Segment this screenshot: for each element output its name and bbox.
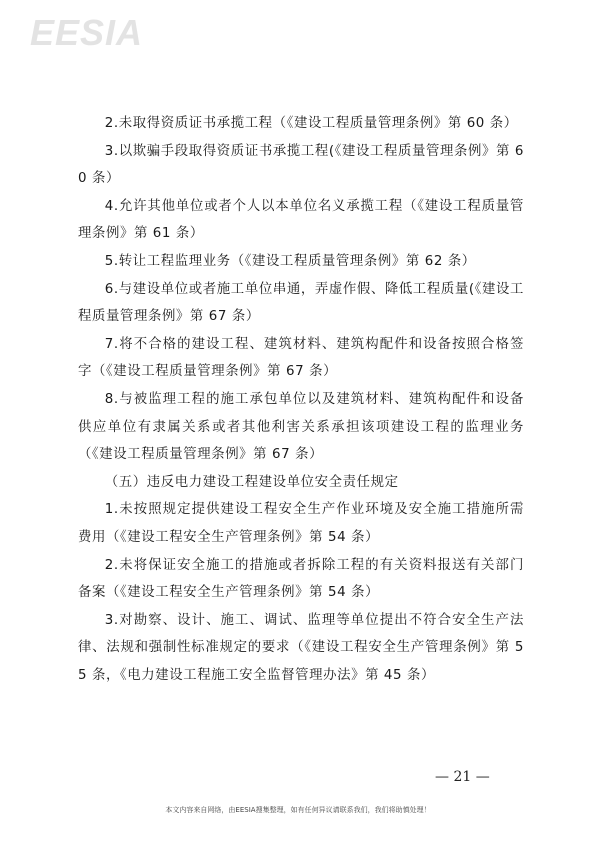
paragraph: 2.未取得资质证书承揽工程（《建设工程质量管理条例》第 60 条）: [104, 116, 518, 131]
paragraph: 8.与被监理工程的施工承包单位以及建筑材料、建筑构配件和设备供应单位有隶属关系或者其他利害关系承担该项建设工程的监理业务（《建设工程质量管理条例》第 67 条）: [78, 391, 524, 463]
page-number: — 21 —: [435, 769, 490, 785]
section-heading: （五）违反电力建设工程建设单位安全责任规定: [104, 474, 399, 490]
paragraph: 1.未按照规定提供建设工程安全生产作业环境及安全施工措施所需费用（《建设工程安全生产管理条例》第 54 条）: [78, 502, 524, 545]
footer-note: 本文内容来自网络，由EESIA搜集整理，如有任何异议请联系我们，我们将助慎处理！: [165, 806, 431, 814]
paragraph: 6.与建设单位或者施工单位串通，弄虚作假、降低工程质量(《建设工程质量管理条例》第 67 条）: [78, 281, 524, 325]
paragraph: 2.未将保证安全施工的措施或者拆除工程的有关资料报送有关部门备案（《建设工程安全生产管理条例》第 54 条）: [78, 557, 524, 601]
paragraph: 3.以欺骗手段取得资质证书承揽工程(《建设工程质量管理条例》第 60 条）: [78, 143, 524, 187]
eesia-logo: EESIA: [30, 12, 144, 53]
document-body: [78, 110, 524, 689]
paragraph: 3.对勘察、设计、施工、调试、监理等单位提出不符合安全生产法律、法规和强制性标准规定的要求（《建设工程安全生产管理条例》第 55 条，《电力建设工程施工安全监督管理办法》第 45 条）: [78, 612, 524, 683]
paragraph: 7.将不合格的建设工程、建筑材料、建筑构配件和设备按照合格签字（《建设工程质量管理条例》第 67 条）: [78, 336, 524, 380]
paragraph: 4.允许其他单位或者个人以本单位名义承揽工程（《建设工程质量管理条例》第 61 条）: [78, 198, 524, 242]
paragraph: 5.转让工程监理业务（《建设工程质量管理条例》第 62 条）: [104, 253, 476, 269]
